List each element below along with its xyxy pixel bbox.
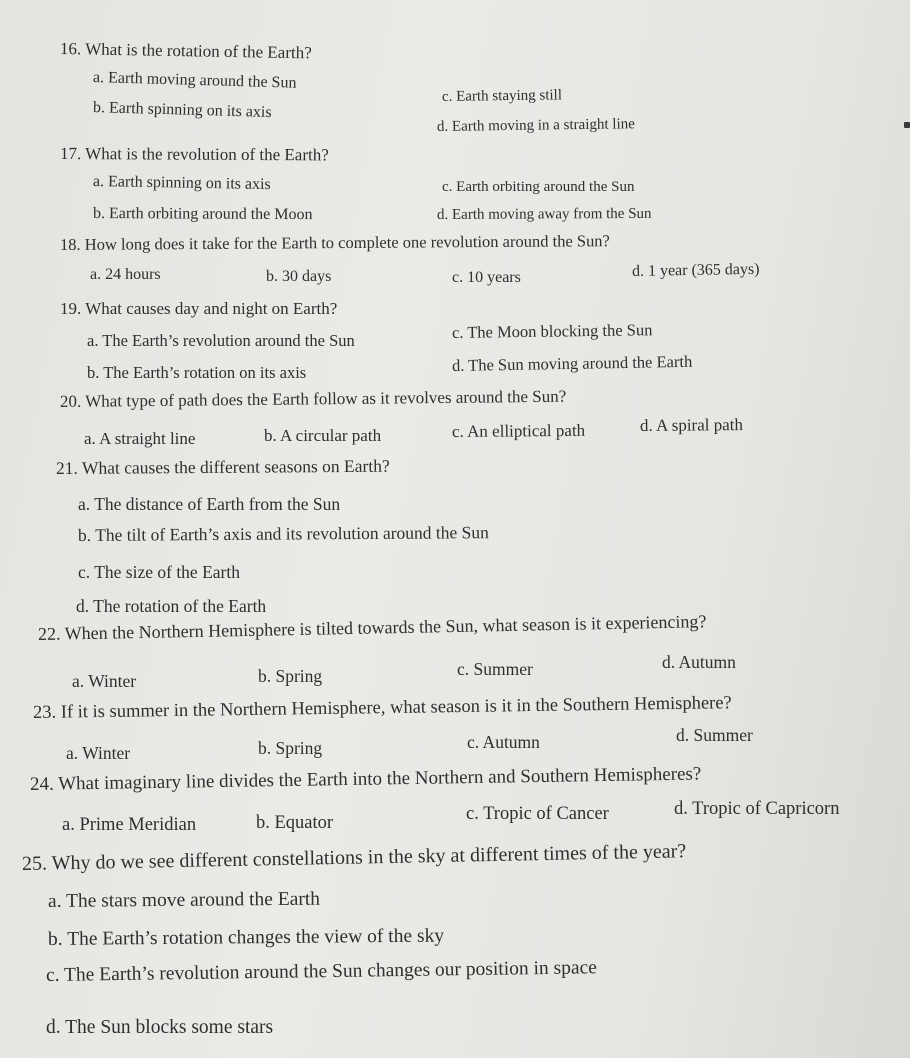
option-b: b. The tilt of Earth’s axis and its revolution around the Sun: [77, 522, 489, 545]
option-b: b. A circular path: [264, 426, 382, 445]
option-b: b. The Earth’s rotation on its axis: [87, 363, 307, 382]
edge-mark: [904, 122, 910, 128]
option-c: c. Autumn: [467, 732, 540, 752]
option-c: c. The size of the Earth: [78, 562, 240, 582]
option-d: d. A spiral path: [639, 415, 744, 435]
option-c: c. Tropic of Cancer: [466, 804, 609, 824]
option-b: b. Spring: [258, 666, 323, 686]
question-stem: 23. If it is summer in the Northern Hemisphere, what season is it in the Southern Hemisphere?: [32, 693, 732, 723]
option-b: b. Earth orbiting around the Moon: [92, 205, 313, 224]
option-a: a. The stars move around the Earth: [47, 888, 321, 912]
option-d: d. Earth moving away from the Sun: [436, 205, 652, 223]
option-d: d. The rotation of the Earth: [76, 596, 267, 616]
option-d: d. The Sun blocks some stars: [46, 1017, 274, 1038]
option-d: d. The Sun moving around the Earth: [451, 351, 693, 375]
question-stem: 18. How long does it take for the Earth to complete one revolution around the Sun?: [59, 231, 610, 254]
option-b: b. Earth spinning on its axis: [92, 99, 272, 121]
option-c: c. The Earth’s revolution around the Sun changes our position in space: [45, 957, 598, 986]
question-stem: 21. What causes the different seasons on Earth?: [55, 455, 390, 478]
option-c: c. The Moon blocking the Sun: [451, 320, 653, 342]
question-stem: 22. When the Northern Hemisphere is tilted towards the Sun, what season is it experiencing?: [37, 611, 707, 644]
option-a: a. The Earth’s revolution around the Sun: [87, 331, 355, 350]
option-a: a. A straight line: [84, 429, 196, 448]
option-d: d. Summer: [676, 725, 753, 745]
option-a: a. Winter: [66, 743, 131, 763]
option-b: b. 30 days: [266, 268, 332, 285]
question-stem: 24. What imaginary line divides the Earth into the Northern and Southern Hemispheres?: [29, 763, 702, 795]
option-c: c. An elliptical path: [451, 420, 586, 441]
question-stem: 25. Why do we see different constellations in the sky at different times of the year?: [21, 840, 687, 875]
option-b: b. Spring: [258, 738, 323, 758]
option-b: b. The Earth’s rotation changes the view of the sky: [47, 925, 445, 950]
option-a: a. Earth spinning on its axis: [92, 173, 271, 194]
option-c: c. 10 years: [452, 269, 521, 286]
option-a: a. Winter: [72, 671, 137, 691]
option-d: d. Earth moving in a straight line: [436, 116, 635, 135]
option-a: a. Earth moving around the Sun: [92, 69, 297, 92]
question-stem: 17. What is the revolution of the Earth?: [59, 144, 329, 165]
option-c: c. Earth orbiting around the Sun: [442, 179, 635, 195]
question-stem: 20. What type of path does the Earth follow as it revolves around the Sun?: [59, 386, 567, 411]
question-stem: 16. What is the rotation of the Earth?: [59, 39, 312, 63]
option-a: a. 24 hours: [90, 266, 161, 283]
option-a: a. The distance of Earth from the Sun: [78, 494, 341, 514]
option-b: b. Equator: [256, 813, 334, 833]
option-c: c. Summer: [457, 659, 533, 679]
option-c: c. Earth staying still: [441, 87, 563, 105]
option-d: d. 1 year (365 days): [631, 260, 760, 280]
option-d: d. Tropic of Capricorn: [674, 799, 840, 819]
question-stem: 19. What causes day and night on Earth?: [60, 299, 338, 318]
option-a: a. Prime Meridian: [62, 815, 197, 835]
option-d: d. Autumn: [662, 652, 736, 672]
